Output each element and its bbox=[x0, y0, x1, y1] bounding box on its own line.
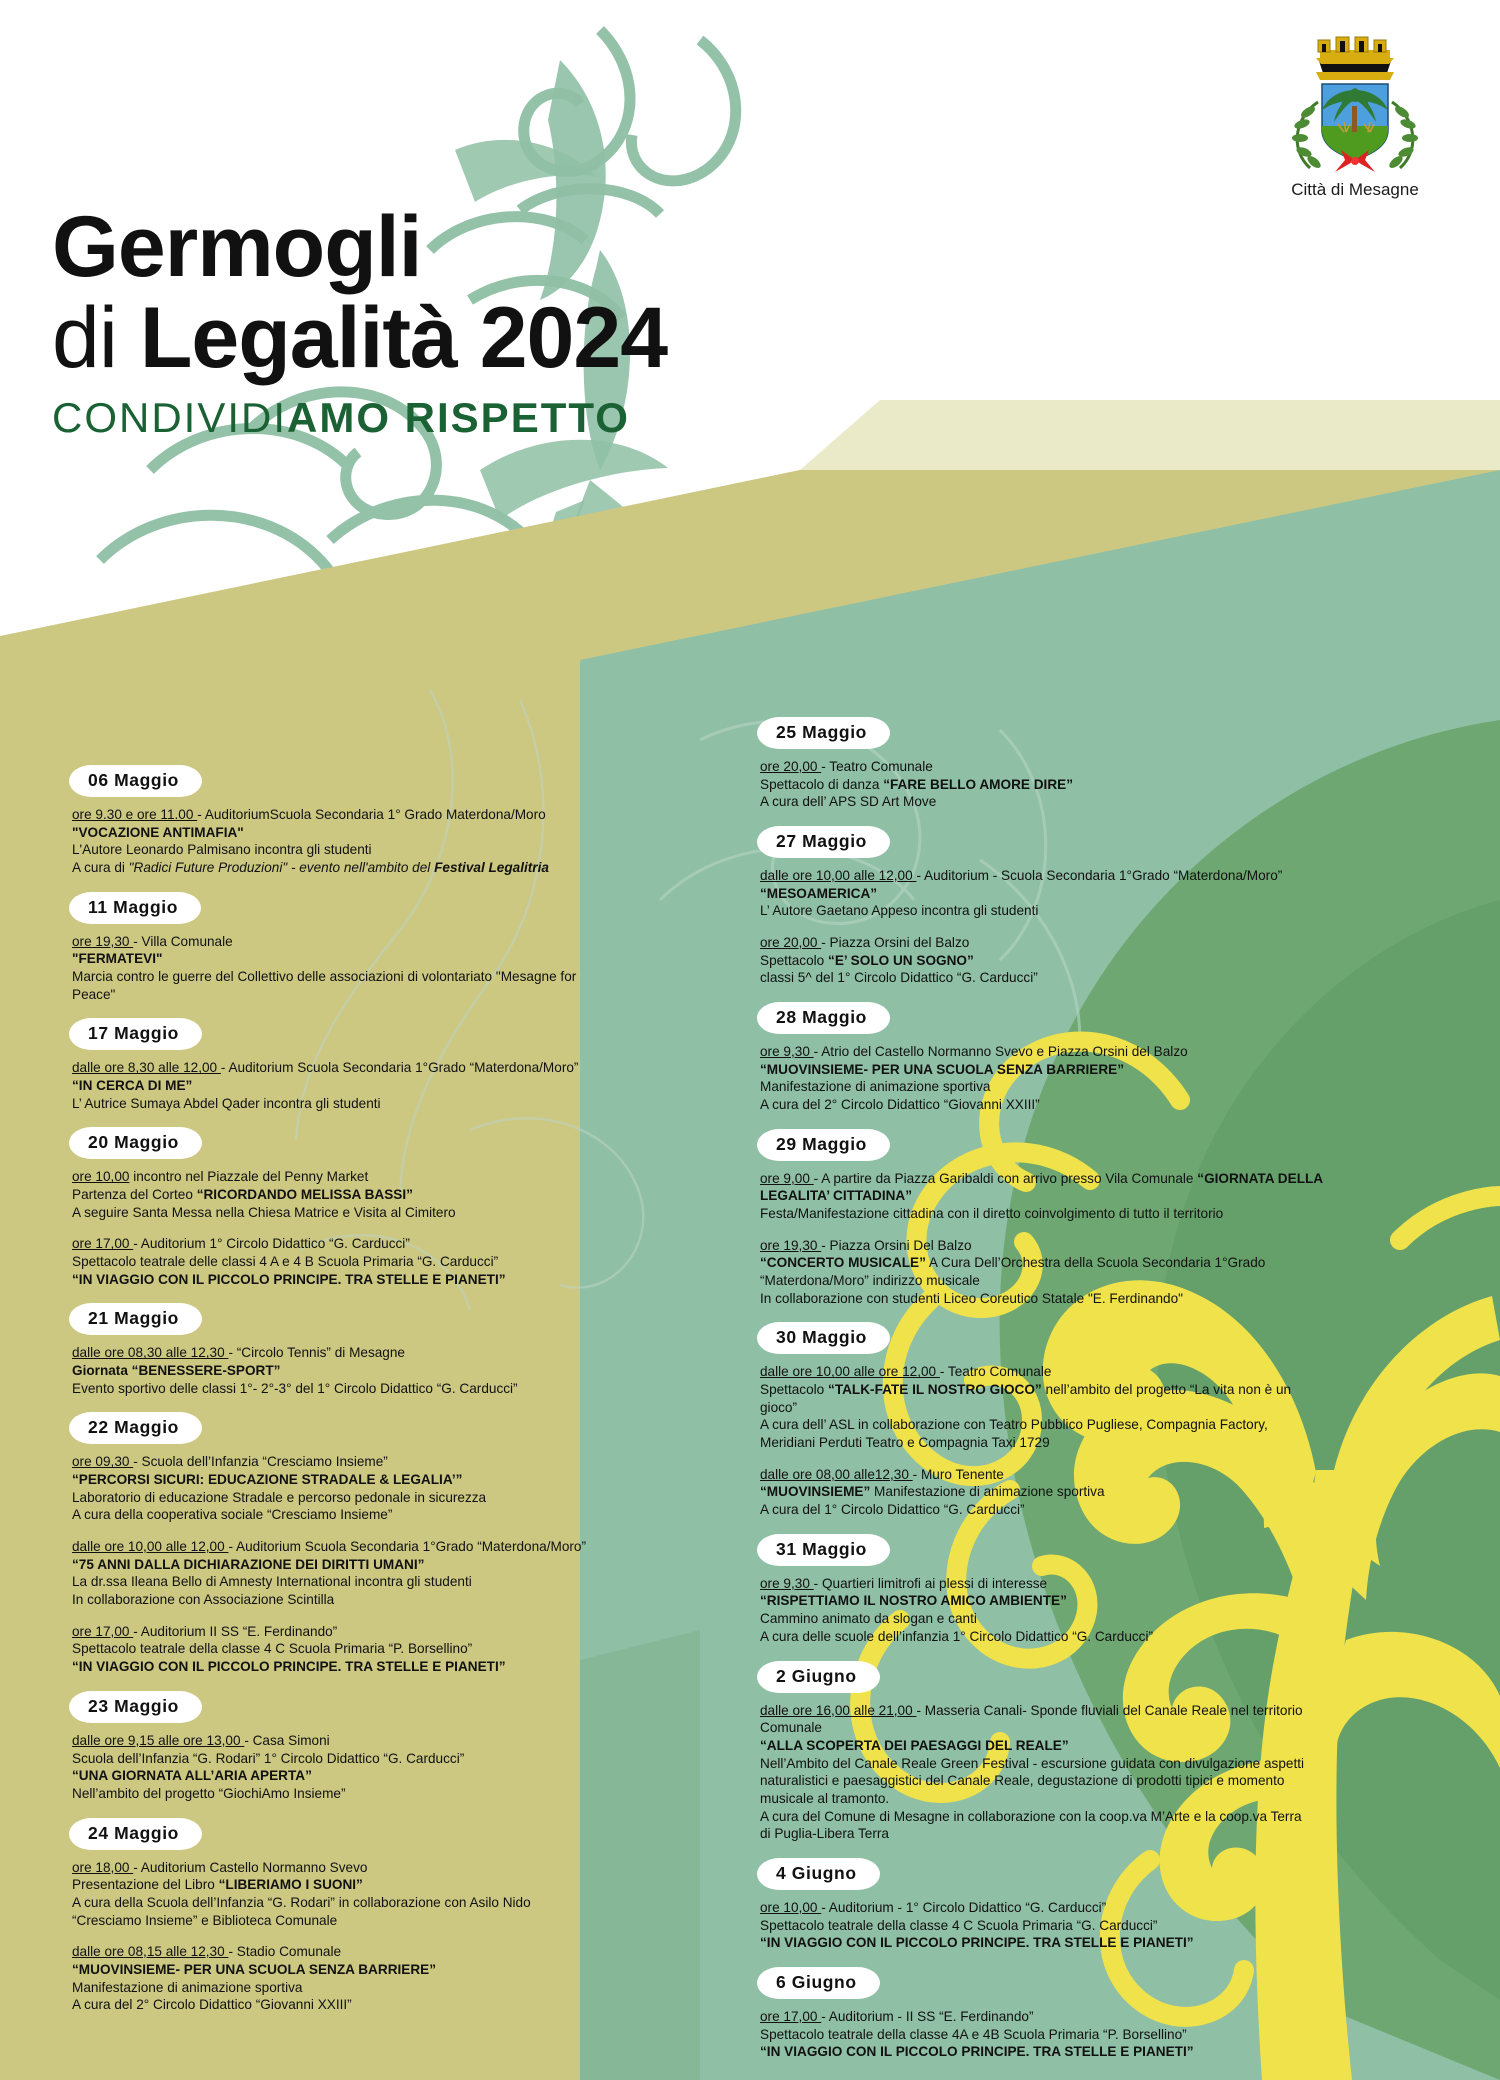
text-run: Presentazione del Libro bbox=[72, 1877, 219, 1893]
text-run: A cura dell’ ASL in collaborazione con Teatro Pubblico Pugliese, Compagnia Factory, bbox=[760, 1417, 1268, 1433]
text-run: - Auditorium Scuola Secondaria 1°Grado “Materdona/Moro” bbox=[220, 1060, 579, 1076]
text-run: Festival Legalitria bbox=[434, 860, 549, 876]
event-line bbox=[760, 1483, 1450, 1501]
schedule-day-block bbox=[760, 1132, 1450, 1308]
day-badge: 4 Giugno bbox=[760, 1861, 877, 1887]
text-run: dalle ore 08,30 alle 12,30 bbox=[72, 1345, 229, 1361]
text-run: A cura del 2° Circolo Didattico “Giovanni XXIII” bbox=[72, 1997, 352, 2013]
event-line bbox=[72, 1750, 632, 1768]
text-run: “IN VIAGGIO CON IL PICCOLO PRINCIPE. TRA STELLE E PIANETI” bbox=[72, 1271, 506, 1287]
text-run: “IN CERCA DI ME” bbox=[72, 1078, 193, 1094]
text-run: Evento sportivo delle classi 1°- 2°-3° del 1° Circolo Didattico “G. Carducci” bbox=[72, 1380, 518, 1396]
event-line bbox=[760, 1825, 1450, 1843]
text-run: - Scuola dell’Infanzia “Cresciamo Insieme” bbox=[133, 1454, 388, 1470]
event-entry bbox=[760, 1702, 1450, 1843]
event-line bbox=[72, 1640, 632, 1658]
event-entry bbox=[760, 1466, 1450, 1519]
text-run: ore 19,30 bbox=[72, 933, 134, 949]
event-line bbox=[760, 1610, 1450, 1628]
text-run: Nell’Ambito del Canale Reale Green Festival - escursione guidata con divulgazione aspetti bbox=[760, 1755, 1305, 1771]
day-badge: 2 Giugno bbox=[760, 1664, 877, 1690]
event-entry bbox=[72, 1623, 632, 1676]
event-line bbox=[760, 1237, 1450, 1255]
text-run: gioco” bbox=[760, 1399, 798, 1415]
page-title: Germogli bbox=[52, 199, 422, 295]
text-run: - Teatro Comunale bbox=[821, 759, 933, 774]
subtitle-thin: CONDIVIDI bbox=[52, 393, 288, 441]
event-line bbox=[760, 1381, 1450, 1399]
event-line bbox=[760, 1170, 1450, 1188]
text-run: Scuola dell’Infanzia “G. Rodari” 1° Circolo Didattico “G. Carducci” bbox=[72, 1750, 465, 1766]
event-line bbox=[760, 952, 1450, 970]
text-run: Giornata “BENESSERE-SPORT” bbox=[72, 1363, 281, 1379]
event-line bbox=[760, 1205, 1450, 1223]
text-run: dalle ore 9,15 alle ore 13,00 bbox=[72, 1732, 245, 1748]
text-run: - Auditorium - II SS “E. Ferdinando” bbox=[821, 2008, 1034, 2024]
text-run: A Cura Dell’Orchestra della Scuola Secondaria 1°Grado bbox=[925, 1255, 1266, 1271]
event-line bbox=[760, 1399, 1450, 1417]
day-badge: 29 Maggio bbox=[760, 1132, 887, 1158]
text-run: “UNA GIORNATA ALL’ARIA APERTA” bbox=[72, 1768, 312, 1784]
event-line bbox=[72, 1996, 632, 2014]
text-run: A cura dell’ APS SD Art Move bbox=[760, 794, 937, 810]
text-run: Peace" bbox=[72, 986, 116, 1002]
event-entry bbox=[72, 1453, 632, 1524]
text-run: LEGALITA’ CITTADINA” bbox=[760, 1188, 913, 1204]
event-line bbox=[760, 776, 1450, 794]
event-line bbox=[760, 1254, 1450, 1272]
text-run: “E’ SOLO UN SOGNO” bbox=[828, 952, 974, 968]
text-run: ore 9.30 e ore 11.00 bbox=[72, 807, 198, 822]
day-badge: 27 Maggio bbox=[760, 829, 887, 855]
event-line bbox=[760, 758, 1450, 776]
event-line bbox=[760, 1737, 1450, 1755]
text-run: - AuditoriumScuola Secondaria 1° Grado Materdona/Moro bbox=[197, 807, 546, 822]
text-run: - Stadio Comunale bbox=[228, 1944, 342, 1960]
text-run: A cura della Scuola dell’Infanzia “G. Rodari” in collaborazione con Asilo Nido bbox=[72, 1894, 531, 1910]
text-run: - Masseria Canali- Sponde fluviali del Canale Reale nel territorio bbox=[916, 1702, 1303, 1718]
event-line bbox=[760, 885, 1450, 903]
event-entry bbox=[760, 758, 1450, 811]
text-run: classi 5^ del 1° Circolo Didattico “G. Carducci” bbox=[760, 970, 1038, 986]
text-run: - Teatro Comunale bbox=[939, 1364, 1052, 1380]
schedule-column-right bbox=[760, 720, 1450, 2079]
day-badge: 31 Maggio bbox=[760, 1537, 887, 1563]
day-badge: 30 Maggio bbox=[760, 1325, 887, 1351]
day-badge: 23 Maggio bbox=[72, 1694, 199, 1720]
event-line bbox=[72, 1538, 632, 1556]
event-entry bbox=[760, 1237, 1450, 1308]
subtitle-bold: AMO RISPETTO bbox=[287, 393, 630, 441]
event-line bbox=[760, 1628, 1450, 1646]
event-line bbox=[72, 1767, 632, 1785]
event-line bbox=[72, 1785, 632, 1803]
event-line bbox=[760, 1790, 1450, 1808]
text-run: “IN VIAGGIO CON IL PICCOLO PRINCIPE. TRA STELLE E PIANETI” bbox=[760, 1935, 1194, 1951]
text-run: incontro nel Piazzale del Penny Market bbox=[129, 1169, 369, 1185]
text-run: "FERMATEVI" bbox=[72, 951, 163, 967]
text-run: dalle ore 16,00 alle 21,00 bbox=[760, 1702, 917, 1718]
event-line bbox=[72, 1235, 632, 1253]
event-line bbox=[72, 1732, 632, 1750]
event-line bbox=[72, 968, 632, 986]
event-line bbox=[72, 986, 632, 1004]
text-run: Manifestazione di animazione sportiva bbox=[760, 1079, 991, 1095]
text-run: di Puglia-Libera Terra bbox=[760, 1826, 889, 1842]
event-line bbox=[72, 950, 632, 968]
day-badge: 17 Maggio bbox=[72, 1021, 199, 1047]
event-line bbox=[72, 933, 632, 951]
event-entry bbox=[760, 2008, 1450, 2061]
event-line bbox=[72, 1943, 632, 1961]
text-run: Manifestazione di animazione sportiva bbox=[870, 1484, 1105, 1500]
event-line bbox=[72, 1362, 632, 1380]
text-run: ore 9,00 bbox=[760, 1170, 814, 1186]
event-line bbox=[72, 1059, 632, 1077]
event-line bbox=[760, 867, 1450, 885]
text-run: - Casa Simoni bbox=[244, 1732, 330, 1748]
event-line bbox=[760, 1501, 1450, 1519]
text-run: In collaborazione con studenti Liceo Coreutico Statale "E. Ferdinando" bbox=[760, 1290, 1184, 1306]
text-run: ore 10,00 bbox=[72, 1169, 130, 1185]
event-line bbox=[760, 1575, 1450, 1593]
title-block bbox=[52, 199, 668, 442]
event-line bbox=[760, 1078, 1450, 1096]
day-badge: 21 Maggio bbox=[72, 1306, 199, 1332]
text-run: Marcia contro le guerre del Collettivo delle associazioni di volontariato "Mesagne for bbox=[72, 969, 577, 985]
event-entry bbox=[72, 1943, 632, 2014]
text-run: ore 20,00 bbox=[760, 935, 822, 951]
event-line bbox=[760, 2043, 1450, 2061]
day-badge: 6 Giugno bbox=[760, 1970, 877, 1996]
text-run: “PERCORSI SICURI: EDUCAZIONE STRADALE & LEGALIA’” bbox=[72, 1472, 463, 1488]
text-run: Nell’ambito del progetto “GiochiAmo Insieme” bbox=[72, 1785, 346, 1801]
event-line bbox=[760, 1592, 1450, 1610]
event-line bbox=[72, 1471, 632, 1489]
text-run: Comunale bbox=[760, 1720, 822, 1736]
schedule-day-block bbox=[72, 1415, 632, 1675]
text-run: ore 17,00 bbox=[760, 2008, 822, 2024]
event-line bbox=[72, 1894, 632, 1912]
text-run: Spettacolo di danza bbox=[760, 776, 884, 792]
event-entry bbox=[72, 806, 632, 877]
schedule-day-block bbox=[72, 895, 632, 1004]
poster-subtitle bbox=[52, 394, 667, 442]
schedule-day-block bbox=[760, 1970, 1450, 2061]
schedule-day-block bbox=[760, 1664, 1450, 1843]
event-line bbox=[760, 969, 1450, 987]
text-run: “MUOVINSIEME- PER UNA SCUOLA SENZA BARRIERE” bbox=[72, 1961, 437, 1977]
event-line bbox=[72, 1204, 632, 1222]
schedule-day-block bbox=[72, 1306, 632, 1397]
text-run: Meridiani Perduti Teatro e Compagnia Taxi 1729 bbox=[760, 1435, 1050, 1451]
text-run: Partenza del Corteo bbox=[72, 1187, 197, 1203]
text-run: “RICORDANDO MELISSA BASSI” bbox=[196, 1187, 413, 1203]
event-entry bbox=[760, 1170, 1450, 1223]
day-badge: 11 Maggio bbox=[72, 895, 198, 921]
text-run: - Auditorium II SS “E. Ferdinando” bbox=[133, 1623, 338, 1639]
event-line bbox=[760, 1187, 1450, 1205]
event-line bbox=[760, 1466, 1450, 1484]
text-run: Cammino animato da slogan e canti bbox=[760, 1611, 977, 1627]
text-run: - Auditorium - Scuola Secondaria 1°Grado “Materdona/Moro” bbox=[916, 868, 1283, 884]
text-run: ore 17,00 bbox=[72, 1236, 134, 1252]
event-line bbox=[760, 902, 1450, 920]
event-line bbox=[72, 1095, 632, 1113]
schedule-day-block bbox=[72, 1021, 632, 1112]
event-line bbox=[760, 1702, 1450, 1720]
event-line bbox=[760, 1434, 1450, 1452]
text-run: - Villa Comunale bbox=[133, 933, 233, 949]
text-run: - Auditorium Scuola Secondaria 1°Grado “Materdona/Moro” bbox=[228, 1539, 586, 1555]
text-run: Laboratorio di educazione Stradale e percorso pedonale in sicurezza bbox=[72, 1489, 487, 1505]
event-line bbox=[72, 824, 632, 842]
day-badge: 22 Maggio bbox=[72, 1415, 199, 1441]
title-line-2-light: di bbox=[52, 290, 140, 387]
text-run: In collaborazione con Associazione Scintilla bbox=[72, 1592, 335, 1608]
text-run: "VOCAZIONE ANTIMAFIA" bbox=[72, 824, 244, 840]
event-line bbox=[72, 1556, 632, 1574]
title-line-2 bbox=[52, 290, 668, 387]
event-line bbox=[72, 1168, 632, 1186]
text-run: “CONCERTO MUSICALE” bbox=[760, 1255, 926, 1271]
text-run: - Piazza Orsini Del Balzo bbox=[821, 1237, 972, 1253]
text-run: ore 9,30 bbox=[760, 1044, 814, 1060]
schedule-day-block bbox=[760, 720, 1450, 811]
event-line bbox=[72, 1453, 632, 1471]
text-run: A seguire Santa Messa nella Chiesa Matrice e Visita al Cimitero bbox=[72, 1204, 456, 1220]
event-line bbox=[760, 1061, 1450, 1079]
text-run: L’ Autrice Sumaya Abdel Qader incontra gli studenti bbox=[72, 1095, 381, 1111]
text-run: ore 18,00 bbox=[72, 1859, 134, 1875]
text-run: “RISPETTIAMO IL NOSTRO AMICO AMBIENTE” bbox=[760, 1593, 1067, 1609]
text-run: L'Autore Leonardo Palmisano incontra gli studenti bbox=[72, 842, 372, 858]
text-run: dalle ore 8,30 alle 12,00 bbox=[72, 1060, 221, 1076]
event-line bbox=[760, 793, 1450, 811]
event-line bbox=[760, 1416, 1450, 1434]
event-line bbox=[760, 1363, 1450, 1381]
event-line bbox=[72, 1912, 632, 1930]
schedule-day-block bbox=[72, 1694, 632, 1803]
text-run: ore 20,00 bbox=[760, 759, 822, 774]
event-line bbox=[72, 1623, 632, 1641]
text-run: musicale al tramonto. bbox=[760, 1790, 890, 1806]
event-line bbox=[72, 806, 632, 824]
text-run: Spettacolo teatrale della classe 4 C Scuola Primaria “P. Borsellino” bbox=[72, 1641, 473, 1657]
day-badge: 25 Maggio bbox=[760, 720, 887, 746]
event-line bbox=[72, 1271, 632, 1289]
event-line bbox=[72, 1591, 632, 1609]
event-line bbox=[760, 1272, 1450, 1290]
text-run: Spettacolo teatrale delle classi 4 A e 4 B Scuola Primaria “G. Carducci” bbox=[72, 1254, 499, 1270]
text-run: Spettacolo bbox=[760, 1382, 829, 1398]
schedule-day-block bbox=[760, 1005, 1450, 1114]
event-line bbox=[72, 1253, 632, 1271]
event-entry bbox=[72, 933, 632, 1004]
event-line bbox=[72, 1961, 632, 1979]
text-run: Spettacolo bbox=[760, 952, 829, 968]
event-line bbox=[72, 1077, 632, 1095]
text-run: - Piazza Orsini del Balzo bbox=[821, 935, 970, 951]
text-run: “LIBERIAMO I SUONI” bbox=[218, 1877, 363, 1893]
event-entry bbox=[72, 1859, 632, 1930]
text-run: “FARE BELLO AMORE DIRE” bbox=[883, 776, 1074, 792]
text-run: ore 17,00 bbox=[72, 1623, 134, 1639]
text-run: “MUOVINSIEME- PER UNA SCUOLA SENZA BARRIERE” bbox=[760, 1061, 1125, 1077]
text-run: A cura del 1° Circolo Didattico “G. Carducci” bbox=[760, 1502, 1025, 1518]
text-run: A cura del 2° Circolo Didattico “Giovanni XXIII” bbox=[760, 1097, 1040, 1113]
text-run: La dr.ssa Ileana Bello di Amnesty International incontra gli studenti bbox=[72, 1574, 472, 1590]
event-line bbox=[72, 841, 632, 859]
event-line bbox=[72, 1876, 632, 1894]
event-line bbox=[760, 2026, 1450, 2044]
event-line bbox=[760, 1719, 1450, 1737]
event-entry bbox=[72, 1168, 632, 1221]
text-run: “IN VIAGGIO CON IL PICCOLO PRINCIPE. TRA STELLE E PIANETI” bbox=[760, 2044, 1194, 2060]
day-badge: 24 Maggio bbox=[72, 1821, 199, 1847]
text-run: L’ Autore Gaetano Appeso incontra gli studenti bbox=[760, 903, 1039, 919]
text-run: dalle ore 08,15 alle 12,30 bbox=[72, 1944, 229, 1960]
schedule-day-block bbox=[760, 1325, 1450, 1518]
text-run: naturalistici e paesaggistici del Canale Reale, degustazione di prodotti tipici e momento bbox=[760, 1773, 1285, 1789]
event-line bbox=[72, 1186, 632, 1204]
day-badge: 28 Maggio bbox=[760, 1005, 887, 1031]
schedule-day-block bbox=[72, 1130, 632, 1288]
event-line bbox=[72, 1658, 632, 1676]
text-run: “MESOAMERICA” bbox=[760, 885, 878, 901]
event-line bbox=[760, 1808, 1450, 1826]
event-line bbox=[72, 859, 632, 877]
text-run: nell’ambito del progetto “La vita non è un bbox=[1041, 1382, 1292, 1398]
text-run: Spettacolo teatrale della classe 4 C Scuola Primaria “G. Carducci” bbox=[760, 1917, 1158, 1933]
event-entry bbox=[760, 1043, 1450, 1114]
text-run: - Quartieri limitrofi ai plessi di interesse bbox=[813, 1575, 1048, 1591]
event-line bbox=[760, 1934, 1450, 1952]
text-run: Spettacolo teatrale della classe 4A e 4B Scuola Primaria “P. Borsellino” bbox=[760, 2026, 1187, 2042]
event-line bbox=[72, 1344, 632, 1362]
text-run: dalle ore 08,00 alle12,30 bbox=[760, 1466, 913, 1482]
day-badge: 06 Maggio bbox=[72, 768, 199, 794]
text-run: - Muro Tenente bbox=[912, 1466, 1004, 1482]
text-run: ore 9,30 bbox=[760, 1575, 814, 1591]
text-run: “GIORNATA DELLA bbox=[1197, 1170, 1324, 1186]
event-line bbox=[72, 1979, 632, 1997]
event-line bbox=[760, 1096, 1450, 1114]
text-run: ore 09,30 bbox=[72, 1454, 134, 1470]
event-line bbox=[760, 934, 1450, 952]
text-run: - A partire da Piazza Garibaldi con arrivo presso Vila Comunale bbox=[813, 1170, 1198, 1186]
text-run: "Radici Future Produzioni" - evento nell'ambito del bbox=[128, 860, 435, 876]
schedule-day-block bbox=[760, 1861, 1450, 1952]
text-run: - Auditorium - 1° Circolo Didattico “G. Carducci” bbox=[821, 1899, 1107, 1915]
text-run: A cura delle scuole dell’infanzia 1° Circolo Didattico “G. Carducci” bbox=[760, 1628, 1154, 1644]
text-run: “IN VIAGGIO CON IL PICCOLO PRINCIPE. TRA STELLE E PIANETI” bbox=[72, 1659, 506, 1675]
event-entry bbox=[760, 1363, 1450, 1451]
text-run: A cura del Comune di Mesagne in collaborazione con la coop.va M’Arte e la coop.va Terra bbox=[760, 1808, 1302, 1824]
event-entry bbox=[72, 1059, 632, 1112]
schedule-day-block bbox=[72, 1821, 632, 2014]
event-entry bbox=[72, 1344, 632, 1397]
text-run: “TALK-FATE IL NOSTRO GIOCO” bbox=[828, 1382, 1042, 1398]
city-crest bbox=[1255, 28, 1455, 200]
event-line bbox=[72, 1380, 632, 1398]
text-run: A cura della cooperativa sociale “Cresciamo Insieme” bbox=[72, 1507, 393, 1523]
event-line bbox=[760, 1899, 1450, 1917]
text-run: “ALLA SCOPERTA DEI PAESAGGI DEL REALE” bbox=[760, 1737, 1069, 1753]
event-line bbox=[760, 1755, 1450, 1773]
event-line bbox=[72, 1506, 632, 1524]
text-run: dalle ore 10,00 alle 12,00 bbox=[72, 1539, 229, 1555]
text-run: Manifestazione di animazione sportiva bbox=[72, 1979, 303, 1995]
event-line bbox=[760, 1772, 1450, 1790]
schedule-day-block bbox=[760, 1537, 1450, 1646]
mesagne-coat-of-arms-icon bbox=[1260, 28, 1450, 178]
event-entry bbox=[760, 867, 1450, 920]
schedule-column-left bbox=[72, 768, 632, 2032]
text-run: - “Circolo Tennis” di Mesagne bbox=[228, 1345, 405, 1361]
text-run: ore 19,30 bbox=[760, 1237, 822, 1253]
text-run: “75 ANNI DALLA DICHIARAZIONE DEI DIRITTI UMANI” bbox=[72, 1556, 425, 1572]
day-badge: 20 Maggio bbox=[72, 1130, 199, 1156]
title-line-2-bold: Legalità 2024 bbox=[139, 290, 668, 387]
text-run: - Auditorium 1° Circolo Didattico “G. Carducci” bbox=[133, 1236, 410, 1252]
event-line bbox=[72, 1859, 632, 1877]
text-run: “Materdona/Moro” indirizzo musicale bbox=[760, 1273, 980, 1289]
event-entry bbox=[760, 1899, 1450, 1952]
schedule-day-block bbox=[760, 829, 1450, 987]
text-run: ore 10,00 bbox=[760, 1899, 822, 1915]
text-run: Festa/Manifestazione cittadina con il diretto coinvolgimento di tutto il territorio bbox=[760, 1206, 1224, 1222]
text-run: dalle ore 10,00 alle 12,00 bbox=[760, 868, 917, 884]
event-entry bbox=[72, 1732, 632, 1803]
event-entry bbox=[72, 1538, 632, 1609]
event-line bbox=[72, 1489, 632, 1507]
text-run: “MUOVINSIEME” bbox=[760, 1484, 871, 1500]
event-line bbox=[760, 1917, 1450, 1935]
event-line bbox=[760, 1043, 1450, 1061]
event-line bbox=[760, 2008, 1450, 2026]
event-line bbox=[72, 1573, 632, 1591]
event-entry bbox=[760, 934, 1450, 987]
event-entry bbox=[72, 1235, 632, 1288]
schedule-day-block bbox=[72, 768, 632, 877]
text-run: - Atrio del Castello Normanno Svevo e Piazza Orsini del Balzo bbox=[813, 1044, 1188, 1060]
event-line bbox=[760, 1290, 1450, 1308]
text-run: - Auditorium Castello Normanno Svevo bbox=[133, 1859, 368, 1875]
text-run: dalle ore 10,00 alle ore 12,00 bbox=[760, 1364, 940, 1380]
text-run: A cura di bbox=[72, 860, 129, 876]
text-run: “Cresciamo Insieme” e Biblioteca Comunale bbox=[72, 1912, 338, 1928]
crest-caption: Città di Mesagne bbox=[1291, 180, 1419, 199]
event-entry bbox=[760, 1575, 1450, 1646]
